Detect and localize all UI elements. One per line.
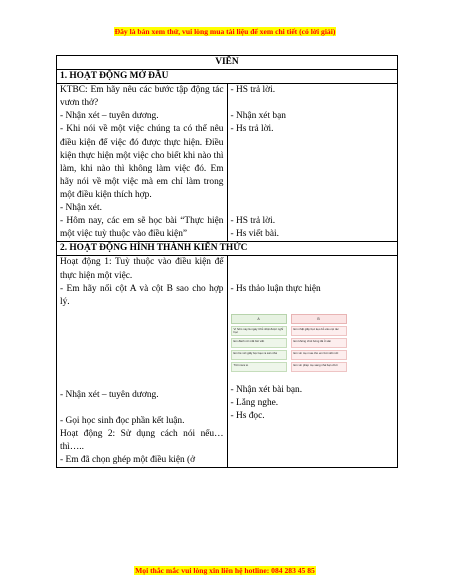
column-b-item: Em xin phép mẹ sang nhà bạn chơi — [291, 362, 347, 372]
column-a-item: Em đánh rơi mất bút viết — [231, 338, 287, 348]
column-b-item: Em không chơi bóng đá ở sân — [291, 338, 347, 348]
column-b-title: B — [291, 314, 347, 324]
student-step: - Hs đọc. — [230, 410, 265, 421]
teacher-step: - Nhận xét. — [60, 203, 102, 214]
teacher-step: - Em hãy nối cột A và cột B sao cho hợp lý. — [60, 283, 224, 307]
matching-exercise — [231, 314, 347, 372]
activity-2-title: Hoạt động 2: Sử dụng cách nói nếu… thì….. — [60, 429, 224, 453]
warmup-student-cell — [227, 84, 398, 242]
student-step: - Hs trả lời. — [230, 124, 274, 135]
teacher-step: - Hôm nay, các em sẽ học bài “Thực hiện một việc tuỳ thuộc vào điều kiện” — [60, 216, 224, 240]
section-title-warmup: 1. HOẠT ĐỘNG MỞ ĐẦU — [57, 70, 398, 84]
warmup-teacher-cell — [57, 84, 228, 242]
student-step: - HS trả lời. — [230, 85, 276, 96]
activity-1-title: Hoạt động 1: Tuỳ thuộc vào điều kiện để thực hiện một việc. — [60, 257, 224, 281]
top-preview-banner: Đây là bản xem thử, vui lòng mua tài liệu để xem chi tiết (có lời giải) — [114, 27, 336, 36]
column-b — [291, 314, 347, 372]
column-a-item: Em bé vứt giấy bọc kẹo ra sàn nhà — [231, 350, 287, 360]
teacher-step: - Nhận xét – tuyên dương. — [60, 111, 159, 122]
column-b-item: Em nhặt giấy bọc kẹo bỏ vào cọt rác — [291, 326, 347, 336]
teacher-step: - Nhận xét – tuyên dương. — [60, 389, 159, 400]
lesson-plan-table — [56, 55, 398, 468]
column-header: VIÊN — [57, 56, 398, 70]
section-title-knowledge: 2. HOẠT ĐỘNG HÌNH THÀNH KIẾN THỨC — [57, 242, 398, 256]
column-a — [231, 314, 287, 372]
column-a-item: Trời mưa to — [231, 362, 287, 372]
teacher-step: - Em đã chọn ghép một điều kiện (ở — [60, 455, 196, 466]
column-a-title: A — [231, 314, 287, 324]
student-step: - Nhận xét bài bạn. — [230, 384, 303, 395]
bottom-hotline-banner: Mọi thắc mắc vui lòng xin liên hệ hotline: 084 283 45 85 — [135, 566, 315, 575]
column-a-item: Vì hôm nay là ngày Chủ nhật được nghỉ học — [231, 326, 287, 336]
student-step: - Hs viết bài. — [230, 229, 279, 240]
ktbc-question: KTBC: Em hãy nêu các bước tập động tác vươn thở? — [60, 85, 224, 109]
student-step: - Lắng nghe. — [230, 397, 279, 408]
column-b-item: Em xin mẹ mua cho em bút viết mới — [291, 350, 347, 360]
knowledge-teacher-cell — [57, 256, 228, 468]
teacher-step: - Gọi học sinh đọc phần kết luận. — [60, 415, 185, 426]
student-step: - Hs thảo luận thực hiện — [230, 283, 321, 294]
student-step: - Nhận xét bạn — [230, 111, 286, 122]
knowledge-student-cell — [227, 256, 398, 468]
teacher-step: - Khi nói về một việc chúng ta có thể nêu điều kiện để việc đó được thực hiện. Điều kiện thực hiện một việc cho biết khi nào thì làm, khi nào thì không làm việc đó. Em hãy nói về một việc mà em chỉ làm trong một điều kiện thích hợp. — [60, 124, 224, 200]
student-step: - HS trả lời. — [230, 216, 276, 227]
